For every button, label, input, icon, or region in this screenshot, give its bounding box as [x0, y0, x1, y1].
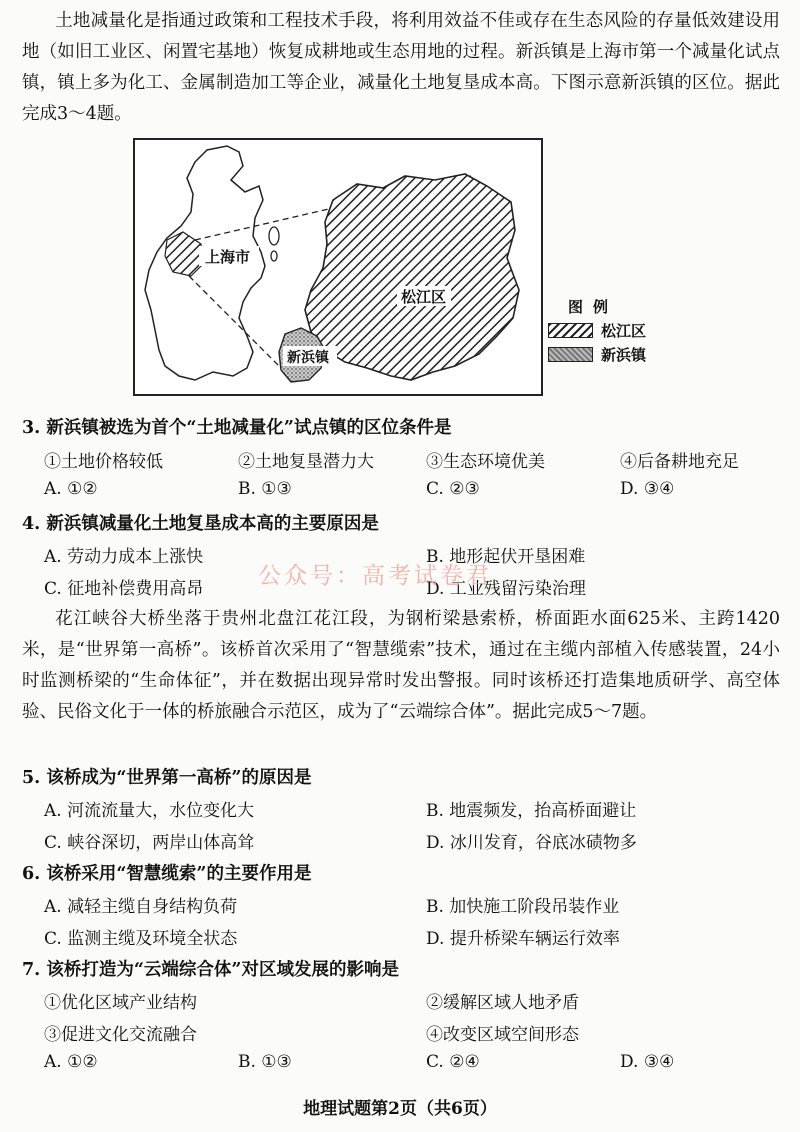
q5-option-b[interactable]: B. 地震频发，抬高桥面避让 — [426, 801, 637, 821]
q6-option-c[interactable]: C. 监测主缆及环境全状态 — [44, 929, 238, 949]
q3-item: ①土地价格较低 — [44, 452, 163, 472]
q7-item: ④改变区域空间形态 — [426, 1025, 579, 1045]
q4-option-c[interactable]: C. 征地补偿费用高昂 — [44, 579, 204, 599]
q3-option-c[interactable]: C. ②③ — [426, 479, 480, 499]
legend-label: 新浜镇 — [601, 346, 647, 364]
question-5-stem: 5. 该桥成为“世界第一高桥”的原因是 — [22, 768, 312, 788]
label-xinbang: 新浜镇 — [287, 349, 329, 365]
page-footer: 地理试题第2页（共6页） — [303, 1099, 497, 1119]
q4-option-a[interactable]: A. 劳动力成本上涨快 — [44, 547, 204, 567]
songjiang-region — [305, 174, 519, 380]
q3-item: ④后备耕地充足 — [620, 452, 739, 472]
q7-option-d[interactable]: D. ③④ — [620, 1052, 675, 1072]
q5-option-c[interactable]: C. 峡谷深切，两岸山体高耸 — [44, 833, 255, 853]
location-map — [133, 138, 543, 396]
watermark: 公众号：高考试卷君 — [258, 563, 492, 589]
bridge-passage: 花江峡谷大桥坐落于贵州北盘江花江段，为钢桁梁悬索桥，桥面距水面625米、主跨1420米，是“世界第一高桥”。该桥首次采用了“智慧缆索”技术，通过在主缆内部植入传感装置，24小时监测桥梁的“生命体征”，并在数据出现异常时发出警报。同时该桥还打造集地质研学、高空体验、民俗文化于一体的桥旅融合示范区，成为了“云端综合体”。据此完成5～7题。 — [22, 609, 780, 722]
intro-paragraph: 土地减量化是指通过政策和工程技术手段，将利用效益不佳或存在生态风险的存量低效建设用地（如旧工业区、闲置宅基地）恢复成耕地或生态用地的过程。新浜镇是上海市第一个减量化试点镇，镇上多为化工、金属制造加工等企业，减量化土地复垦成本高。下图示意新浜镇的区位。据此完成3～4题。 — [22, 11, 780, 124]
q7-item: ②缓解区域人地矛盾 — [426, 993, 579, 1013]
legend-title: 图例 — [568, 298, 619, 316]
q3-item: ③生态环境优美 — [426, 452, 545, 472]
q6-option-a[interactable]: A. 减轻主缆自身结构负荷 — [44, 897, 238, 917]
island — [271, 251, 277, 261]
label-shanghai: 上海市 — [205, 249, 251, 266]
q3-option-b[interactable]: B. ①③ — [238, 479, 292, 499]
question-6-stem: 6. 该桥采用“智慧缆索”的主要作用是 — [22, 864, 312, 884]
label-songjiang: 松江区 — [401, 289, 447, 306]
legend-label: 松江区 — [601, 322, 647, 340]
q4-option-b[interactable]: B. 地形起伏开垦困难 — [426, 547, 586, 567]
q3-option-d[interactable]: D. ③④ — [620, 479, 675, 499]
dots-swatch-icon — [548, 347, 593, 362]
question-3-stem: 3. 新浜镇被选为首个“土地减量化”试点镇的区位条件是 — [22, 418, 452, 438]
question-4-stem: 4. 新浜镇减量化土地复垦成本高的主要原因是 — [22, 514, 379, 534]
q6-option-b[interactable]: B. 加快施工阶段吊装作业 — [426, 897, 620, 917]
q3-option-a[interactable]: A. ①② — [44, 479, 98, 499]
legend-item-xinbang — [548, 344, 646, 365]
q6-option-d[interactable]: D. 提升桥梁车辆运行效率 — [426, 929, 620, 949]
q3-item: ②土地复垦潜力大 — [238, 452, 374, 472]
q7-item: ①优化区域产业结构 — [44, 993, 197, 1013]
q7-item: ③促进文化交流融合 — [44, 1025, 197, 1045]
q7-option-c[interactable]: C. ②④ — [426, 1052, 480, 1072]
q4-option-d[interactable]: D. 工业残留污染治理 — [426, 579, 586, 599]
legend-item-songjiang — [548, 320, 646, 341]
q5-option-a[interactable]: A. 河流流量大，水位变化大 — [44, 801, 255, 821]
q5-option-d[interactable]: D. 冰川发育，谷底冰碛物多 — [426, 833, 637, 853]
q7-option-a[interactable]: A. ①② — [44, 1052, 98, 1072]
question-7-stem: 7. 该桥打造为“云端综合体”对区域发展的影响是 — [22, 960, 399, 980]
island — [269, 227, 279, 245]
hatch-swatch-icon — [548, 323, 593, 338]
q7-option-b[interactable]: B. ①③ — [238, 1052, 292, 1072]
map-drawing — [135, 140, 541, 394]
